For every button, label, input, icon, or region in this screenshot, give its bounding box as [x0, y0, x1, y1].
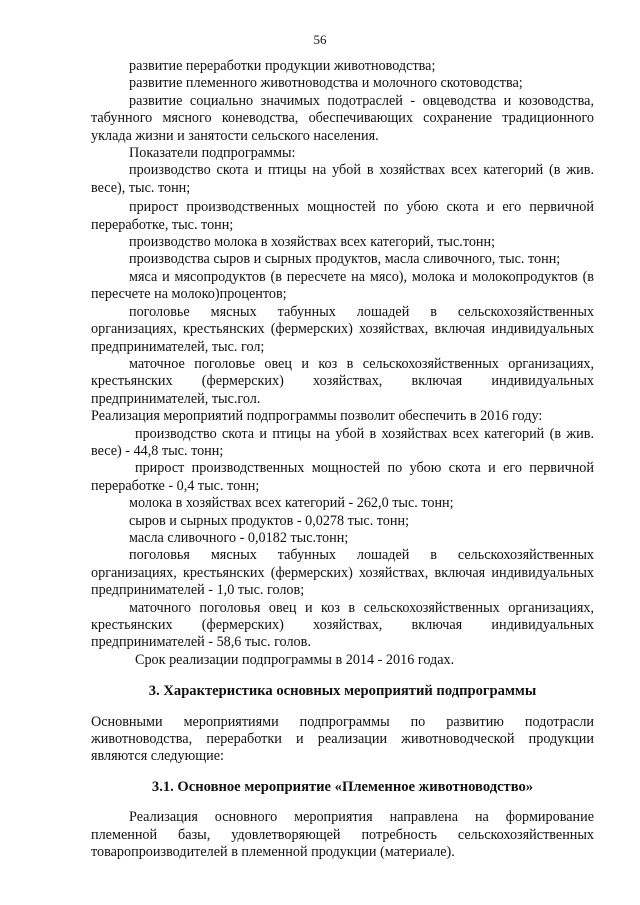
page-number: 56	[313, 32, 327, 47]
indicator-item: мяса и мясопродуктов (в пересчете на мясо), молока и молокопродуктов (в пересчете на молоко)процентов;	[91, 268, 594, 303]
section-3-text: Основными мероприятиями подпрограммы по развитию подотрасли животноводства, переработки и реализации животноводческой продукции являются следующие:	[91, 713, 594, 765]
document-body	[91, 58, 594, 861]
indicator-item: производства сыров и сырных продуктов, масла сливочного, тыс. тонн;	[129, 251, 561, 268]
result-item: прирост производственных мощностей по убою скота и его первичной переработке - 0,4 тыс. тонн;	[91, 460, 594, 494]
direction-item: развитие переработки продукции животноводства;	[129, 58, 436, 74]
indicator-item: поголовье мясных табунных лошадей в сельскохозяйственных организациях, крестьянских (фермерских) хозяйствах, включая индивидуальных предпринимателей, тыс. гол;	[91, 303, 594, 355]
section-3-1-text: Реализация основного мероприятия направлена на формирование племенной базы, удовлетворяющей потребность сельскохозяйственных товаропроизводителей в племенной продукции (материале).	[91, 809, 594, 861]
result-item: сыров и сырных продуктов - 0,0278 тыс. тонн;	[129, 512, 410, 529]
indicator-item: прирост производственных мощностей по убою скота и его первичной переработке, тыс. тонн;	[91, 199, 594, 233]
direction-item: развитие племенного животноводства и молочного скотоводства;	[129, 75, 523, 92]
result-item: поголовья мясных табунных лошадей в сельскохозяйственных организациях, крестьянских (фермерских) хозяйствах, включая индивидуальных предпринимателей - 1,0 тыс. голов;	[91, 547, 594, 599]
section-3-title: 3. Характеристика основных мероприятий подпрограммы	[148, 683, 537, 700]
indicator-item: производство скота и птицы на убой в хозяйствах всех категорий (в жив. весе), тыс. тонн;	[91, 162, 594, 196]
section-3-1-title: 3.1. Основное мероприятие «Племенное животноводство»	[151, 778, 534, 795]
result-item: масла сливочного - 0,0182 тыс.тонн;	[129, 529, 349, 546]
indicators-heading: Показатели подпрограммы:	[129, 145, 296, 162]
results-intro: Реализация мероприятий подпрограммы позволит обеспечить в 2016 году:	[91, 408, 543, 425]
direction-item: развитие социально значимых подотраслей - овцеводства и козоводства, табунного мясного коневодства, обеспечивающих сохранение традиционного уклада жизни и занятости сельского населения.	[91, 92, 594, 144]
indicator-item: производство молока в хозяйствах всех категорий, тыс.тонн;	[129, 234, 496, 251]
result-item: маточного поголовья овец и коз в сельскохозяйственных организациях, крестьянских (фермерских) хозяйствах, включая индивидуальных предпринимателей - 58,6 тыс. голов.	[91, 599, 594, 651]
indicator-item: маточное поголовье овец и коз в сельскохозяйственных организациях, крестьянских (фермерских) хозяйствах, включая индивидуальных предпринимателей, тыс.гол.	[91, 355, 594, 407]
result-item: производство скота и птицы на убой в хозяйствах всех категорий (в жив. весе) - 44,8 тыс. тонн;	[91, 425, 594, 459]
term-text: Срок реализации подпрограммы в 2014 - 2016 годах.	[135, 651, 455, 668]
result-item: молока в хозяйствах всех категорий - 262,0 тыс. тонн;	[129, 495, 454, 512]
